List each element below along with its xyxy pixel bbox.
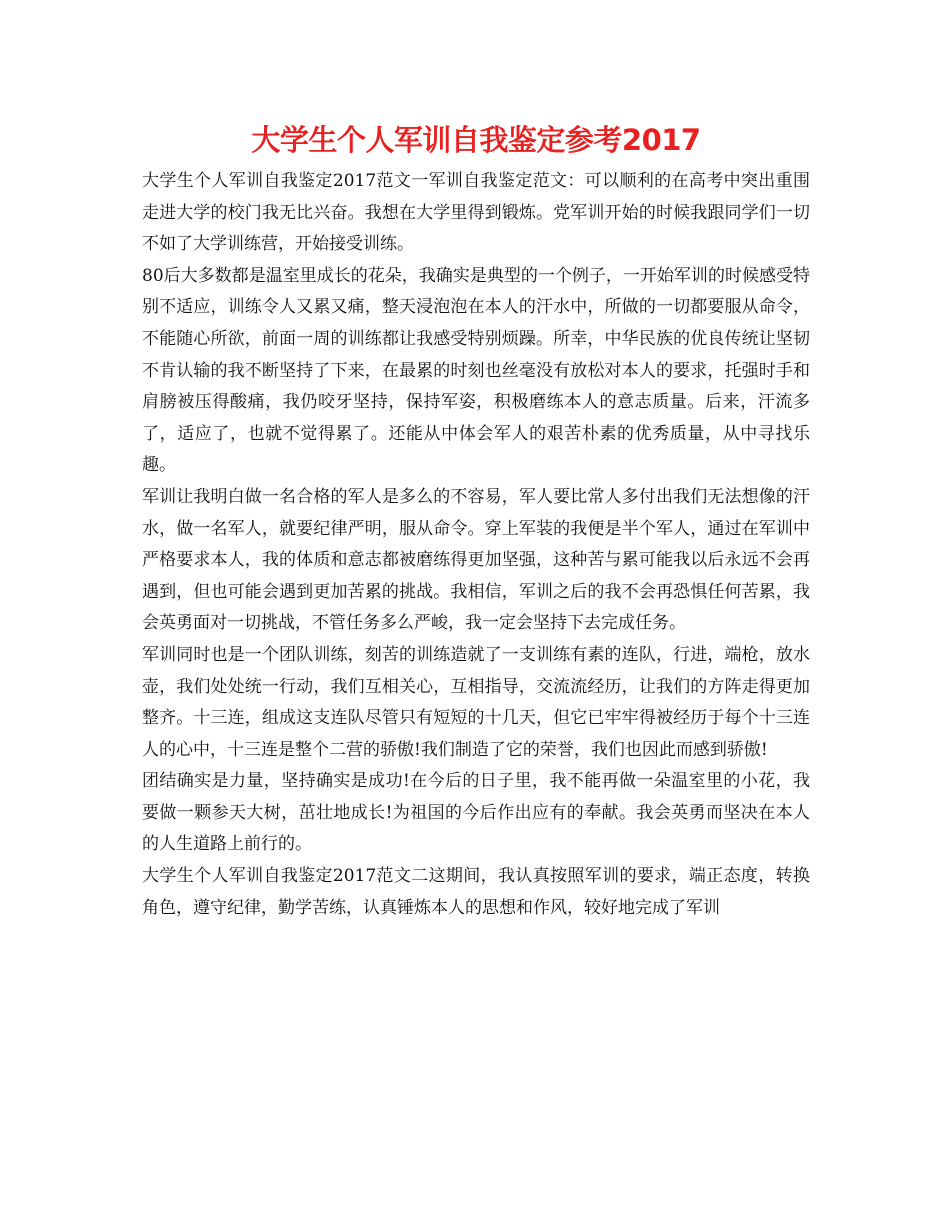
paragraph-2: 80后大多数都是温室里成长的花朵，我确实是典型的一个例子，一开始军训的时候感受特别不适应，训练令人又累又痛，整天浸泡泡在本人的汗水中，所做的一切都要服从命令，不能随心所欲，前面一周的训练都让我感受特别烦躁。所幸，中华民族的优良传统让坚韧不肯认输的我不断坚持了下来，在最累的时刻也丝毫没有放松对本人的要求，托强时手和肩膀被压得酸痛，我仍咬牙坚持，保持军姿，积极磨练本人的意志质量。后来，汗流多了，适应了，也就不觉得累了。还能从中体会军人的艰苦朴素的优秀质量，从中寻找乐趣。 [142, 265, 810, 476]
paragraph-1: 大学生个人军训自我鉴定2017范文一军训自我鉴定范文：可以顺利的在高考中突出重围走进大学的校门我无比兴奋。我想在大学里得到锻炼。党军训开始的时候我跟同学们一切不如了大学训练营，开始接受训练。 [142, 171, 810, 255]
paragraph-6: 大学生个人军训自我鉴定2017范文二这期间，我认真按照军训的要求，端正态度，转换角色，遵守纪律，勤学苦练，认真锤炼本人的思想和作风，较好地完成了军训 [142, 866, 810, 918]
paragraph-3: 军训让我明白做一名合格的军人是多么的不容易，军人要比常人多付出我们无法想像的汗水，做一名军人，就要纪律严明，服从命令。穿上军装的我便是半个军人，通过在军训中严格要求本人，我的体质和意志都被磨练得更加坚强，这种苦与累可能我以后永远不会再遇到，但也可能会遇到更加苦累的挑战。我相信，军训之后的我不会再恐惧任何苦累，我会英勇面对一切挑战，不管任务多么严峻，我一定会坚持下去完成任务。 [142, 486, 810, 634]
document-title: 大学生个人军训自我鉴定参考2017 [251, 123, 701, 157]
document-page [142, 118, 810, 924]
paragraph-5: 团结确实是力量，坚持确实是成功!在今后的日子里，我不能再做一朵温室里的小花，我要做一颗参天大树，茁壮地成长!为祖国的今后作出应有的奉献。我会英勇而坚决在本人的人生道路上前行的。 [142, 771, 810, 855]
paragraph-4: 军训同时也是一个团队训练，刻苦的训练造就了一支训练有素的连队，行进，端枪，放水壶，我们处处统一行动，我们互相关心，互相指导，交流流经历，让我们的方阵走得更加整齐。十三连，组成这支连队尽管只有短短的十几天，但它已牢牢得被经历于每个十三连人的心中，十三连是整个二营的骄傲!我们制造了它的荣誉，我们也因此而感到骄傲! [142, 644, 810, 760]
